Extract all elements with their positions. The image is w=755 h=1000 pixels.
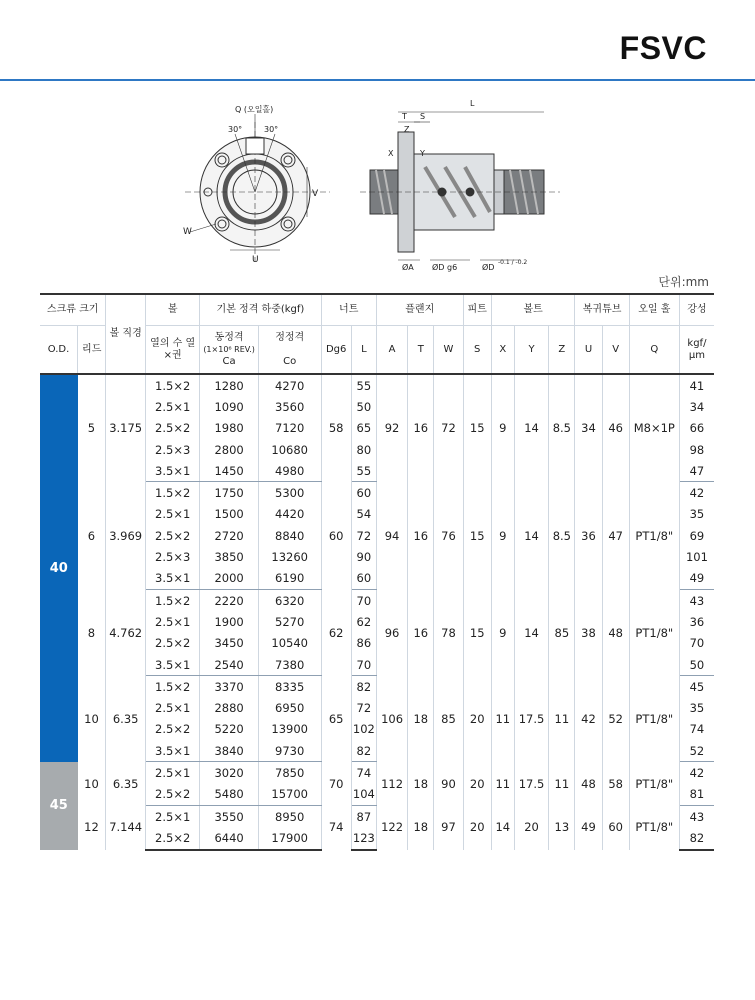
cell-u: 42 bbox=[575, 676, 602, 762]
cell-y: 20 bbox=[514, 805, 548, 849]
cell-a: 122 bbox=[376, 805, 407, 849]
cell-stiffness: 35 bbox=[689, 701, 705, 716]
header-s: S bbox=[463, 326, 491, 375]
cell-l: 70 bbox=[351, 589, 376, 611]
cell-t: 16 bbox=[408, 482, 434, 589]
table-row bbox=[40, 589, 714, 611]
cell-stiffness: 41 bbox=[689, 378, 705, 393]
cell-circuits: 2.5×2 bbox=[146, 525, 200, 546]
cell-v: 47 bbox=[602, 482, 629, 589]
cell-z: 8.5 bbox=[549, 374, 575, 482]
cell-l: 55 bbox=[351, 374, 376, 396]
cell-ca: 2720 bbox=[200, 525, 259, 546]
cell-q: PT1/8" bbox=[629, 762, 679, 806]
cell-stiffness: 43 bbox=[689, 593, 705, 608]
cell-w: 72 bbox=[434, 374, 463, 482]
cell-x: 11 bbox=[491, 762, 514, 806]
cell-l: 87 bbox=[351, 805, 376, 827]
cell-circuits: 2.5×2 bbox=[146, 633, 200, 654]
cell-l: 86 bbox=[351, 633, 376, 654]
cell-circuits: 3.5×1 bbox=[146, 568, 200, 590]
cell-w: 85 bbox=[434, 676, 463, 762]
cell-co: 3560 bbox=[258, 396, 321, 417]
header-a: A bbox=[376, 326, 407, 375]
cell-l: 72 bbox=[351, 525, 376, 546]
cell-l: 50 bbox=[351, 396, 376, 417]
cell-ca: 1980 bbox=[200, 418, 259, 439]
header-dynamic bbox=[200, 326, 259, 375]
cell-q: PT1/8" bbox=[629, 482, 679, 589]
cell-a: 106 bbox=[376, 676, 407, 762]
label-w: W bbox=[183, 227, 192, 237]
cell-l: 60 bbox=[351, 568, 376, 590]
header-stiff-unit: kgf/μm bbox=[687, 337, 707, 361]
cell-stiffness: 101 bbox=[685, 550, 708, 565]
cell-s: 15 bbox=[463, 482, 491, 589]
cell-z: 11 bbox=[549, 676, 575, 762]
cell-od: 45 bbox=[40, 762, 78, 850]
cell-lead: 6 bbox=[78, 482, 106, 589]
cell-circuits: 2.5×2 bbox=[146, 418, 200, 439]
cell-ball-dia: 3.175 bbox=[106, 374, 146, 482]
cell-l: 60 bbox=[351, 482, 376, 504]
cell-v: 58 bbox=[602, 762, 629, 806]
drawing-svg bbox=[180, 92, 720, 274]
cell-lead: 8 bbox=[78, 589, 106, 675]
cell-u: 49 bbox=[575, 805, 602, 849]
cell-stiffness: 98 bbox=[689, 442, 705, 457]
header-bolt: 볼트 bbox=[491, 294, 575, 326]
cell-u: 36 bbox=[575, 482, 602, 589]
cell-y: 17.5 bbox=[514, 676, 548, 762]
header-ball-dia: 볼 직경 bbox=[106, 294, 146, 374]
cell-stiffness: 34 bbox=[689, 399, 705, 414]
cell-circuits: 2.5×1 bbox=[146, 697, 200, 718]
cell-stiffness: 74 bbox=[689, 722, 705, 737]
cell-co: 4270 bbox=[258, 374, 321, 396]
header-fit: 피트 bbox=[463, 294, 491, 326]
header-dynamic-label: 동정격 bbox=[214, 331, 244, 343]
cell-ca: 3020 bbox=[200, 762, 259, 784]
cell-co: 13900 bbox=[258, 719, 321, 740]
cell-circuits: 1.5×2 bbox=[146, 374, 200, 396]
cell-stiffness: 50 bbox=[679, 654, 714, 676]
header-ca: Ca bbox=[222, 355, 236, 367]
cell-ca: 2800 bbox=[200, 439, 259, 460]
cell-circuits: 2.5×2 bbox=[146, 719, 200, 740]
label-t: T bbox=[402, 112, 407, 121]
cell-ca: 1450 bbox=[200, 460, 259, 482]
cell-stiffness: 43 bbox=[689, 809, 705, 824]
cell-circuits: 2.5×1 bbox=[146, 504, 200, 525]
cell-co: 7850 bbox=[258, 762, 321, 784]
cell-y: 14 bbox=[514, 589, 548, 675]
unit-label: 단위:mm bbox=[658, 275, 709, 289]
header-circuits: 열의 수 열×권 bbox=[146, 326, 200, 375]
cell-dg6: 65 bbox=[321, 676, 351, 762]
cell-co: 8840 bbox=[258, 525, 321, 546]
cell-circuits: 1.5×2 bbox=[146, 482, 200, 504]
cell-a: 94 bbox=[376, 482, 407, 589]
cell-w: 97 bbox=[434, 805, 463, 849]
cell-a: 96 bbox=[376, 589, 407, 675]
header-dynamic-sub: (1×10⁶ REV.) bbox=[203, 344, 255, 354]
cell-stiffness: 36 bbox=[689, 614, 705, 629]
cell-circuits: 3.5×1 bbox=[146, 460, 200, 482]
cell-s: 20 bbox=[463, 805, 491, 849]
cell-l: 102 bbox=[351, 719, 376, 740]
cell-circuits: 2.5×1 bbox=[146, 611, 200, 632]
header-u: U bbox=[575, 326, 602, 375]
cell-q: PT1/8" bbox=[629, 805, 679, 849]
cell-circuits: 3.5×1 bbox=[146, 654, 200, 676]
cell-s: 15 bbox=[463, 374, 491, 482]
cell-l: 54 bbox=[351, 504, 376, 525]
cell-ca: 1280 bbox=[200, 374, 259, 396]
cell-ca: 3850 bbox=[200, 546, 259, 567]
cell-dg6: 62 bbox=[321, 589, 351, 675]
cell-ball-dia: 3.969 bbox=[106, 482, 146, 589]
label-l: L bbox=[470, 99, 475, 108]
cell-stiffness: 42 bbox=[689, 486, 705, 501]
cell-ball-dia: 6.35 bbox=[106, 676, 146, 762]
cell-z: 85 bbox=[549, 589, 575, 675]
cell-ball-dia: 7.144 bbox=[106, 805, 146, 849]
spec-table-body bbox=[40, 374, 714, 850]
cell-z: 13 bbox=[549, 805, 575, 849]
cell-w: 76 bbox=[434, 482, 463, 589]
cell-stiffness: 52 bbox=[679, 740, 714, 762]
header-lead: 리드 bbox=[78, 326, 106, 375]
table-row bbox=[40, 374, 714, 396]
cell-stiffness: 47 bbox=[679, 460, 714, 482]
cell-y: 14 bbox=[514, 482, 548, 589]
cell-stiffness: 35 bbox=[689, 507, 705, 522]
label-y: Y bbox=[420, 149, 425, 158]
cell-q: PT1/8" bbox=[629, 589, 679, 675]
cell-dg6: 60 bbox=[321, 482, 351, 589]
cell-dg6: 58 bbox=[321, 374, 351, 482]
cell-ca: 1500 bbox=[200, 504, 259, 525]
header-static bbox=[258, 326, 321, 375]
header-q: Q bbox=[629, 326, 679, 375]
header-ball: 볼 bbox=[146, 294, 200, 326]
cell-a: 92 bbox=[376, 374, 407, 482]
cell-co: 8950 bbox=[258, 805, 321, 827]
table-row bbox=[40, 762, 714, 784]
cell-circuits: 2.5×2 bbox=[146, 784, 200, 806]
cell-l: 72 bbox=[351, 697, 376, 718]
cell-w: 78 bbox=[434, 589, 463, 675]
label-angle-left: 30° bbox=[228, 125, 243, 134]
cell-a: 112 bbox=[376, 762, 407, 806]
label-z: Z bbox=[404, 125, 410, 134]
header-l: L bbox=[351, 326, 376, 375]
cell-ca: 5220 bbox=[200, 719, 259, 740]
cell-co: 9730 bbox=[258, 740, 321, 762]
header-screw: 스크류 크기 bbox=[40, 294, 106, 326]
cell-z: 8.5 bbox=[549, 482, 575, 589]
cell-stiffness: 81 bbox=[679, 784, 714, 806]
cell-ca: 3370 bbox=[200, 676, 259, 698]
cell-u: 38 bbox=[575, 589, 602, 675]
header-w: W bbox=[434, 326, 463, 375]
cell-l: 90 bbox=[351, 546, 376, 567]
header-dg6: Dg6 bbox=[321, 326, 351, 375]
cell-l: 55 bbox=[351, 460, 376, 482]
cell-lead: 10 bbox=[78, 676, 106, 762]
cell-od: 40 bbox=[40, 374, 78, 762]
cell-l: 80 bbox=[351, 439, 376, 460]
cell-co: 10540 bbox=[258, 633, 321, 654]
cell-ca: 1750 bbox=[200, 482, 259, 504]
technical-drawings bbox=[180, 92, 720, 274]
header-z: Z bbox=[549, 326, 575, 375]
cell-s: 20 bbox=[463, 676, 491, 762]
cell-ca: 6440 bbox=[200, 827, 259, 849]
side-view bbox=[360, 112, 560, 260]
cell-v: 48 bbox=[602, 589, 629, 675]
cell-ca: 3450 bbox=[200, 633, 259, 654]
label-x: X bbox=[388, 149, 394, 158]
front-view bbox=[185, 114, 330, 262]
cell-ca: 3550 bbox=[200, 805, 259, 827]
cell-w: 90 bbox=[434, 762, 463, 806]
cell-circuits: 2.5×1 bbox=[146, 396, 200, 417]
cell-ca: 2880 bbox=[200, 697, 259, 718]
cell-q: M8×1P bbox=[629, 374, 679, 482]
cell-x: 11 bbox=[491, 676, 514, 762]
cell-ca: 1090 bbox=[200, 396, 259, 417]
header-load: 기본 정격 하중(kgf) bbox=[200, 294, 321, 326]
cell-co: 7380 bbox=[258, 654, 321, 676]
title-rule bbox=[0, 79, 755, 81]
cell-co: 4420 bbox=[258, 504, 321, 525]
cell-x: 9 bbox=[491, 482, 514, 589]
cell-y: 17.5 bbox=[514, 762, 548, 806]
cell-ca: 1900 bbox=[200, 611, 259, 632]
cell-co: 15700 bbox=[258, 784, 321, 806]
cell-circuits: 2.5×3 bbox=[146, 546, 200, 567]
cell-circuits: 1.5×2 bbox=[146, 676, 200, 698]
spec-table bbox=[40, 293, 714, 851]
cell-circuits: 2.5×3 bbox=[146, 439, 200, 460]
cell-l: 65 bbox=[351, 418, 376, 439]
cell-stiffness: 66 bbox=[689, 421, 705, 436]
cell-ca: 2220 bbox=[200, 589, 259, 611]
cell-l: 123 bbox=[351, 827, 376, 849]
cell-co: 6190 bbox=[258, 568, 321, 590]
cell-u: 48 bbox=[575, 762, 602, 806]
cell-t: 18 bbox=[408, 762, 434, 806]
header-od: O.D. bbox=[40, 326, 78, 375]
header-static-label: 정정격 bbox=[275, 331, 305, 343]
label-u: U bbox=[252, 255, 259, 265]
cell-co: 17900 bbox=[258, 827, 321, 849]
cell-l: 82 bbox=[351, 676, 376, 698]
cell-ball-dia: 6.35 bbox=[106, 762, 146, 806]
page-title: FSVC bbox=[619, 30, 707, 66]
cell-l: 104 bbox=[351, 784, 376, 806]
cell-circuits: 2.5×1 bbox=[146, 805, 200, 827]
cell-co: 8335 bbox=[258, 676, 321, 698]
label-a: ØA bbox=[402, 263, 414, 272]
header-return-tube: 복귀튜브 bbox=[575, 294, 629, 326]
cell-x: 9 bbox=[491, 374, 514, 482]
label-d: ØD bbox=[482, 263, 495, 272]
cell-lead: 5 bbox=[78, 374, 106, 482]
cell-l: 70 bbox=[351, 654, 376, 676]
cell-ca: 3840 bbox=[200, 740, 259, 762]
cell-co: 5270 bbox=[258, 611, 321, 632]
cell-co: 4980 bbox=[258, 460, 321, 482]
cell-stiffness: 49 bbox=[679, 568, 714, 590]
cell-co: 6950 bbox=[258, 697, 321, 718]
cell-y: 14 bbox=[514, 374, 548, 482]
header-co: Co bbox=[283, 355, 297, 367]
label-v: V bbox=[312, 189, 319, 199]
label-q: Q (오일홀) bbox=[235, 105, 274, 114]
cell-l: 74 bbox=[351, 762, 376, 784]
cell-stiffness: 69 bbox=[689, 528, 705, 543]
cell-lead: 10 bbox=[78, 762, 106, 806]
header-stiffness: 강성 bbox=[679, 294, 714, 326]
label-s: S bbox=[420, 112, 426, 121]
header-flange: 플랜지 bbox=[376, 294, 463, 326]
cell-z: 11 bbox=[549, 762, 575, 806]
header-nut: 너트 bbox=[321, 294, 376, 326]
cell-stiffness: 82 bbox=[679, 827, 714, 849]
cell-ball-dia: 4.762 bbox=[106, 589, 146, 675]
cell-lead: 12 bbox=[78, 805, 106, 849]
cell-dg6: 70 bbox=[321, 762, 351, 806]
cell-s: 15 bbox=[463, 589, 491, 675]
cell-t: 16 bbox=[408, 374, 434, 482]
cell-ca: 2000 bbox=[200, 568, 259, 590]
cell-x: 14 bbox=[491, 805, 514, 849]
header-x: X bbox=[491, 326, 514, 375]
cell-co: 13260 bbox=[258, 546, 321, 567]
cell-ca: 5480 bbox=[200, 784, 259, 806]
cell-co: 6320 bbox=[258, 589, 321, 611]
cell-ca: 2540 bbox=[200, 654, 259, 676]
cell-t: 18 bbox=[408, 805, 434, 849]
table-row bbox=[40, 482, 714, 504]
header-y: Y bbox=[514, 326, 548, 375]
cell-x: 9 bbox=[491, 589, 514, 675]
cell-dg6: 74 bbox=[321, 805, 351, 849]
cell-co: 5300 bbox=[258, 482, 321, 504]
header-oil-hole: 오일 홀 bbox=[629, 294, 679, 326]
cell-v: 52 bbox=[602, 676, 629, 762]
cell-t: 18 bbox=[408, 676, 434, 762]
cell-co: 10680 bbox=[258, 439, 321, 460]
cell-stiffness: 70 bbox=[689, 636, 705, 651]
cell-co: 7120 bbox=[258, 418, 321, 439]
cell-stiffness: 45 bbox=[689, 679, 705, 694]
cell-q: PT1/8" bbox=[629, 676, 679, 762]
cell-u: 34 bbox=[575, 374, 602, 482]
label-dg6: ØD g6 bbox=[432, 263, 458, 272]
cell-circuits: 2.5×2 bbox=[146, 827, 200, 849]
cell-s: 20 bbox=[463, 762, 491, 806]
table-row bbox=[40, 805, 714, 827]
cell-circuits: 3.5×1 bbox=[146, 740, 200, 762]
cell-stiffness: 42 bbox=[689, 765, 705, 780]
cell-circuits: 1.5×2 bbox=[146, 589, 200, 611]
cell-l: 82 bbox=[351, 740, 376, 762]
cell-v: 46 bbox=[602, 374, 629, 482]
label-angle-right: 30° bbox=[264, 125, 279, 134]
header-v: V bbox=[602, 326, 629, 375]
cell-v: 60 bbox=[602, 805, 629, 849]
cell-t: 16 bbox=[408, 589, 434, 675]
header-t: T bbox=[408, 326, 434, 375]
cell-circuits: 2.5×1 bbox=[146, 762, 200, 784]
label-tolerance: -0.1 / -0.2 bbox=[498, 259, 528, 266]
cell-l: 62 bbox=[351, 611, 376, 632]
table-row bbox=[40, 676, 714, 698]
